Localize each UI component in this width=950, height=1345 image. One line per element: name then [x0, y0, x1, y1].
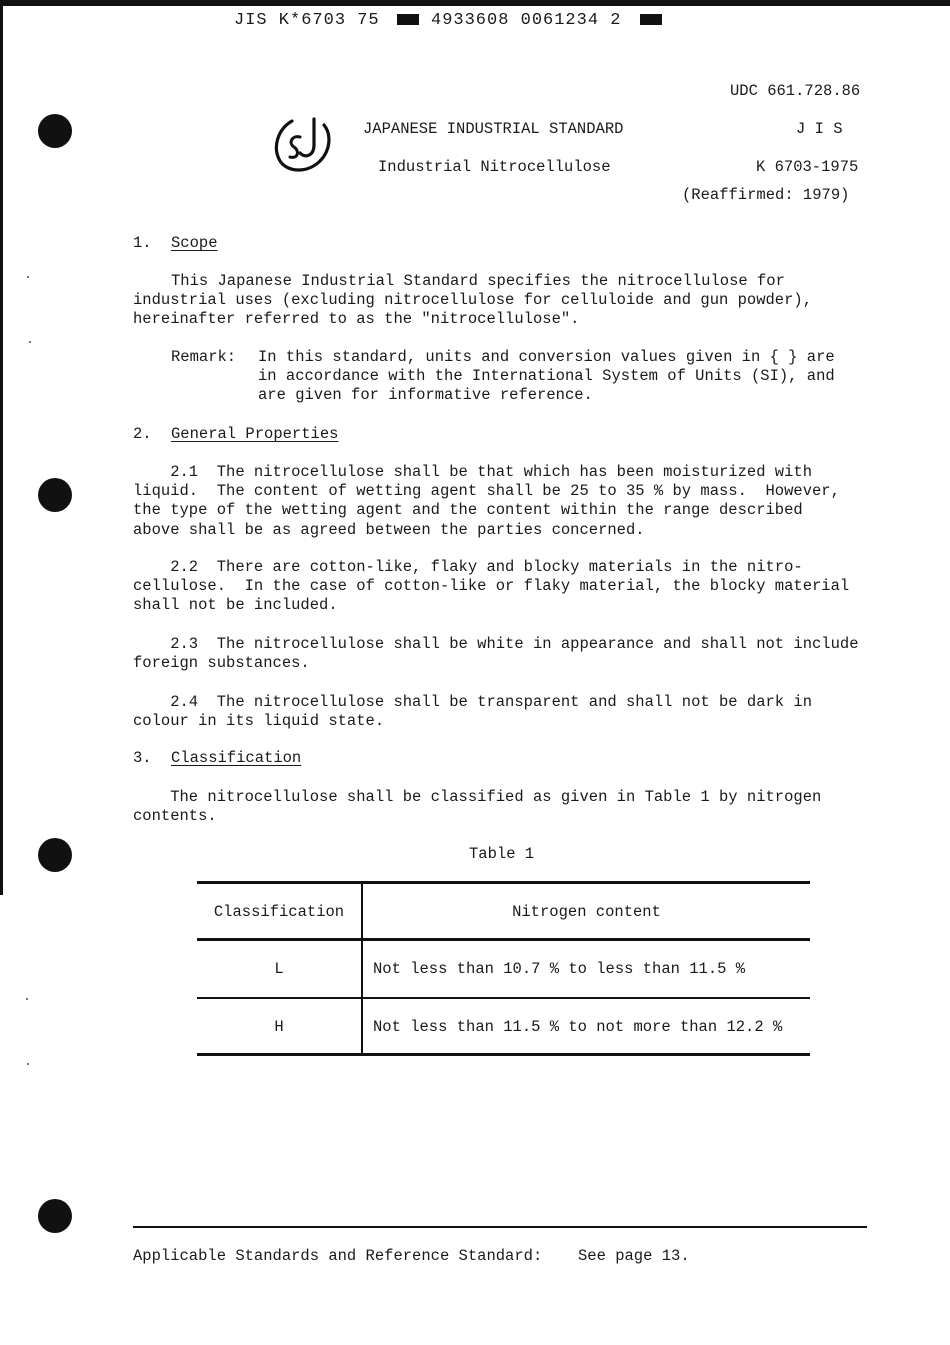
standard-organization: JAPANESE INDUSTRIAL STANDARD: [363, 120, 624, 138]
punch-hole: [38, 1199, 72, 1233]
table-rule: [197, 938, 810, 941]
clause-2-4: 2.4 The nitrocellulose shall be transparent and shall not be dark in colour in its liquid state.: [133, 693, 813, 731]
table-header-nitrogen: Nitrogen content: [512, 903, 661, 921]
clause-2-1: 2.1 The nitrocellulose shall be that which has been moisturized with liquid. The content of wetting agent shall be 25 to 35 % by mass. However, the type of the wetting agent and the content within the range described above shall be as agreed between the parties concerned.: [133, 463, 840, 539]
speck: [27, 1063, 29, 1065]
header-code-left: JIS K*6703 75: [234, 11, 380, 30]
section-3-paragraph: The nitrocellulose shall be classified as given in Table 1 by nitrogen contents.: [133, 788, 822, 826]
section-1-heading: Scope: [171, 234, 218, 252]
section-1-number: 1.: [133, 234, 152, 252]
table-rule: [197, 881, 810, 884]
section-3-heading: Classification: [171, 749, 302, 767]
table-cell-class: H: [274, 1018, 284, 1036]
speck: [26, 998, 28, 1000]
black-bar: [640, 14, 662, 25]
document-title: Industrial Nitrocellulose: [378, 158, 611, 176]
jis-logo: [270, 115, 336, 177]
punch-hole: [38, 478, 72, 512]
punch-hole: [38, 838, 72, 872]
reaffirmed-date: (Reaffirmed: 1979): [682, 186, 850, 204]
udc-number: UDC 661.728.86: [730, 82, 861, 100]
table-rule: [197, 997, 810, 999]
speck: [27, 276, 29, 278]
black-bar: [397, 14, 419, 25]
scan-left-border: [0, 0, 3, 895]
standard-number: K 6703-1975: [756, 158, 859, 176]
remark-label: Remark:: [171, 348, 237, 366]
punch-hole: [38, 114, 72, 148]
section-1-paragraph: This Japanese Industrial Standard specifies the nitrocellulose for industrial uses (excluding nitrocellulose for celluloide and gun powder), hereinafter referred to as the "nitrocellulose".: [133, 272, 813, 329]
scan-top-border: [0, 0, 950, 6]
header-code-mid: 4933608 0061234 2: [431, 11, 622, 30]
remark-text: In this standard, units and conversion values given in { } are in accordance with the International System of Units (SI), and are given for informative reference.: [258, 348, 835, 405]
table-cell-nitrogen: Not less than 10.7 % to less than 11.5 %: [373, 960, 746, 978]
footer-rule: [133, 1226, 867, 1228]
clause-2-3: 2.3 The nitrocellulose shall be white in appearance and shall not include foreign substances.: [133, 635, 859, 673]
table-header-classification: Classification: [213, 903, 345, 921]
section-3-number: 3.: [133, 749, 152, 767]
clause-2-2: 2.2 There are cotton-like, flaky and blocky materials in the nitro- cellulose. In the case of cotton-like or flaky material, the blocky material shall not be included.: [133, 558, 850, 615]
section-2-number: 2.: [133, 425, 152, 443]
jis-label: J I S: [796, 120, 843, 138]
section-2-heading: General Properties: [171, 425, 339, 443]
table-cell-class: L: [274, 960, 284, 978]
table-cell-nitrogen: Not less than 11.5 % to not more than 12.2 %: [373, 1018, 783, 1036]
table-rule: [197, 1053, 810, 1056]
table-caption: Table 1: [469, 845, 535, 863]
footer-reference: See page 13.: [578, 1247, 690, 1265]
speck: [29, 341, 31, 343]
footer-label: Applicable Standards and Reference Standard:: [133, 1247, 543, 1265]
